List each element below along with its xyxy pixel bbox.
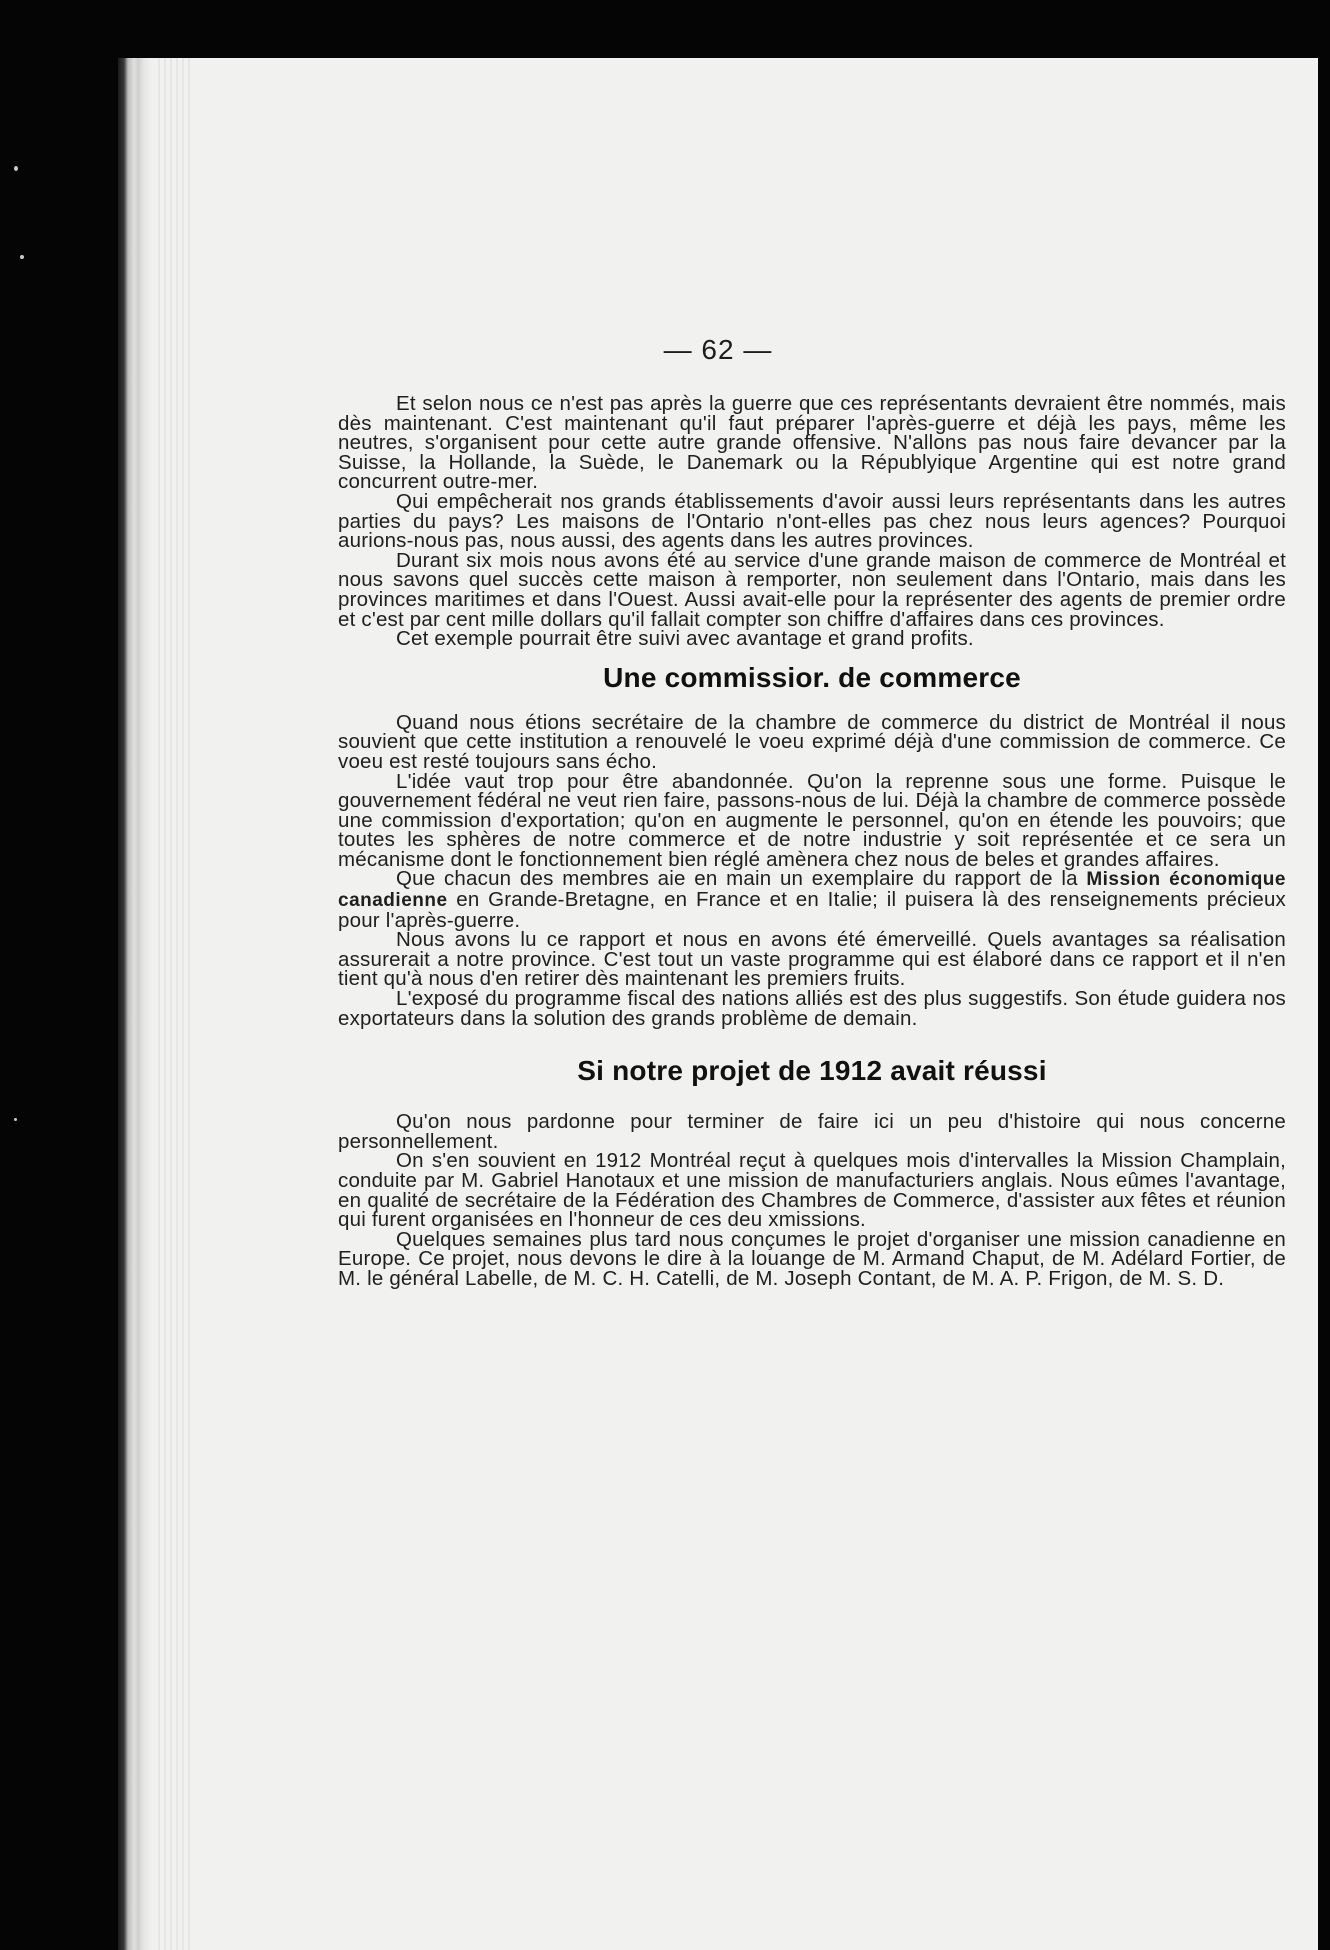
paragraph: Quand nous étions secrétaire de la chambre de commerce du district de Montréal il nous souvient que cette institution a renouvelé le voeu exprimé déjà d'une commission de commerce. Ce voeu est resté toujours sans écho.: [338, 710, 1286, 773]
mission-name: Mission économique canadienne: [338, 869, 1286, 912]
mission-text-before: Que chacun des membres aie en main un exemplaire du rapport de la: [396, 867, 1078, 891]
page-body: [338, 394, 1286, 1289]
scan-speck: [14, 166, 18, 171]
section-heading-commission: Une commissior. de commerce: [603, 661, 1021, 693]
paragraph: Durant six mois nous avons été au service d'une grande maison de commerce de Montréal et nous savons quel succès cette maison à remporter, non seulement dans l'Ontario, mais dans les provinces maritimes et dans l'Ouest. Aussi avait-elle pour la représenter des agents de premier ordre et c'est par cent mille dollars qu'il fallait compter son chiffre d'affaires dans ces provinces.: [338, 548, 1286, 631]
paragraph: Nous avons lu ce rapport et nous en avons été émerveillé. Quels avantages sa réalisation assurerait a notre province. C'est tout un vaste programme qui est élaboré dans ce rapport et il n'en tient qu'à nous d'en retirer dès maintenant les premiers fruits.: [338, 928, 1286, 991]
scan-speck: [14, 1118, 17, 1121]
paragraph-mission: [338, 869, 1286, 930]
mission-text-after: en Grande-Bretagne, en France et en Italie; il puisera là des renseignements précieux pour l'après-guerre.: [338, 888, 1287, 932]
paragraph: L'exposé du programme fiscal des nations alliés est des plus suggestifs. Son étude guidera nos exportateurs dans la solution des grands problème de demain.: [338, 987, 1286, 1030]
scan-speck: [20, 255, 24, 259]
paragraph: Qui empêcherait nos grands établissements d'avoir aussi leurs représentants dans les autres parties du pays? Les maisons de l'Ontario n'ont-elles pas chez nous leurs agences? Pourquoi aurions-nous pas, nous aussi, des agents dans les autres provinces.: [338, 489, 1286, 553]
page-number: — 62 —: [663, 334, 773, 365]
paragraph: Quelques semaines plus tard nous conçumes le projet d'organiser une mission canadienne en Europe. Ce projet, nous devons le dire à la louange de M. Armand Chaput, de M. Adélard Fortier, de M. le général Labelle, de M. C. H. Catelli, de M. Joseph Contant, de M. A. P. Frigon, de M. S. D.: [338, 1227, 1286, 1290]
paragraph: On s'en souvient en 1912 Montréal reçut à quelques mois d'intervalles la Mission Champlain, conduite par M. Gabriel Hanotaux et une mission de manufacturiers anglais. Nous eûmes l'avantage, en qualité de secrétaire de la Fédération des Chambres de Commerce, d'assister aux fêtes et réunion qui furent organisées en l'honneur de ces deu xmissions.: [338, 1149, 1286, 1232]
paragraph: Qu'on nous pardonne pour terminer de faire ici un peu d'histoire qui nous concerne personnellement.: [338, 1110, 1286, 1153]
document-page: [118, 58, 1318, 1950]
paragraph: Cet exemple pourrait être suivi avec avantage et grand profits.: [396, 627, 974, 651]
paragraph: Et selon nous ce n'est pas après la guerre que ces représentants devraient être nommés, mais dès maintenant. C'est maintenant qu'il faut préparer l'après-guerre et déjà les pays, même les neutres, s'organisent pour cette autre grande offensive. N'allons pas nous faire devancer par la Suisse, la Hollande, la Suède, le Danemark ou la Républyique Argentine qui est notre grand concurrent outre-mer.: [338, 392, 1286, 494]
section-heading-1912: Si notre projet de 1912 avait réussi: [577, 1055, 1047, 1087]
paragraph: L'idée vaut trop pour être abandonnée. Qu'on la reprenne sous une forme. Puisque le gouvernement fédéral ne veut rien faire, passons-nous de lui. Déjà la chambre de commerce possède une commission d'exportation; qu'on en augmente le personnel, qu'on en étende les pouvoirs; que toutes les sphères de notre commerce et de notre industrie y soit représentée et ce sera un mécanisme dont le fonctionnement bien réglé amènera chez nous de beles et grandes affaires.: [338, 769, 1286, 871]
